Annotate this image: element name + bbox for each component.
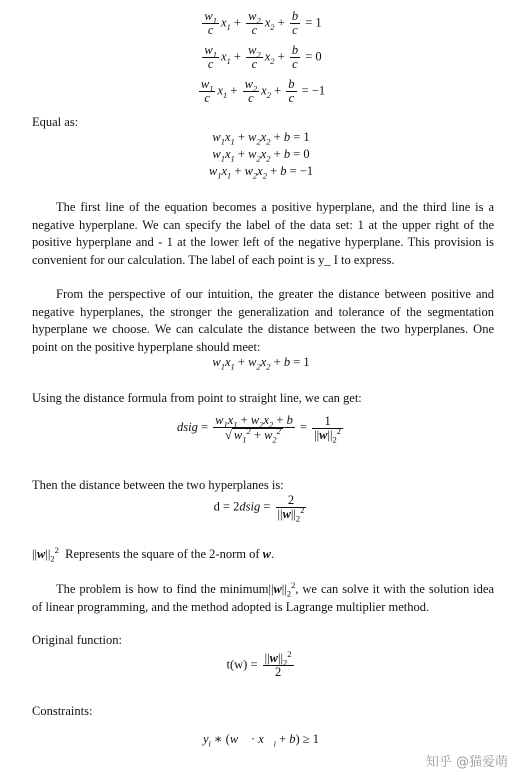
equation-positive-point: $w_1x_1 + w_2x_2 + b = 1$ (212, 355, 310, 372)
equation-div-c-1: $\frac{w_1}{c}$ $x_1$ + $\frac{w_2}{c}$ $x_2$ + $\frac{b}{c}$ = 1 (204, 9, 322, 37)
norm-explanation: $||w||_2^2$ Represents the square of the 2-norm of w. (32, 544, 275, 564)
equation-hyperplane-1: $w_1x_1 + w_2x_2 + b = 1$ (212, 130, 310, 147)
label-constraints: Constraints: (32, 704, 93, 718)
equation-div-c-2: $\frac{w_1}{c}$ $x_1$ + $\frac{w_2}{c}$ $x_2$ + $\frac{b}{c}$ = 0 (204, 43, 322, 71)
paragraph-hyperplanes: The first line of the equation becomes a positive hyperplane, and the third line is a negative hyperplane. We can specify the label of the data set: 1 at the upper right of the positive hyperplane and - 1 at the lower left of the negative hyperplane. This provision is convenient for our calculation. The label of each point is y_ I to express. (32, 200, 494, 267)
equation-distance-d: d = 2dsig = $\frac{2}{||w||_2^2}$ (213, 493, 305, 524)
watermark: 知乎 @猫爱萌 (425, 755, 508, 770)
equation-constraints: $y_i$ ∗ (w⃗ · $x⃗_i + b) \ge 1$ (202, 732, 320, 749)
equation-div-c-3: $\frac{w_1}{c}$ $x_1$ + $\frac{w_2}{c}$ $x_2$ + $\frac{b}{c}$ = −1 (200, 77, 326, 105)
label-distance-between: Then the distance between the two hyperplanes is: (32, 478, 284, 492)
label-original-function: Original function: (32, 633, 122, 647)
paragraph-minimum: The problem is how to find the $minimum||w||_2^2$, we can solve it with the solution idea of linear programming, and the method adopted is Lagrange multiplier method. (32, 579, 494, 614)
label-equal-as: Equal as: (32, 115, 79, 129)
equation-dsig: dsig = $\frac{w_1x_1 + w_2x_2 + b}{√ w_1^2 + w_2^2}$ = $\frac{1}{||w||_2^2}$ (176, 413, 342, 445)
equation-hyperplane-2: $w_1x_1 + w_2x_2 + b = 0$ (212, 147, 310, 164)
paragraph-intuition: From the perspective of our intuition, the greater the distance between positive and negative hyperplanes, the stronger the generalization and tolerance of the segmentation hyperplane we choose. We can calculate the distance between the two hyperplanes. One point on the positive hyperplane should meet: (32, 287, 494, 354)
equation-hyperplane-3: $w_1x_1 + w_2x_2 + b = -1$ (208, 164, 314, 181)
equation-original-function: t(w) = $\frac{||w||_2^2}{2}$ (226, 648, 292, 679)
label-distance-formula: Using the distance formula from point to straight line, we can get: (32, 391, 362, 405)
